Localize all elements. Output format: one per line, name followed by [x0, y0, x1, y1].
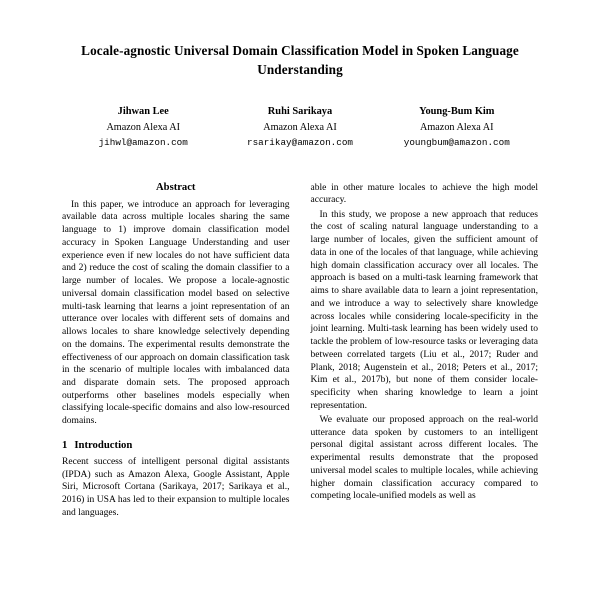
author-list [62, 105, 538, 149]
left-column [62, 182, 290, 520]
page-title: Locale-agnostic Universal Domain Classification Model in Spoken Language Understanding [81, 43, 519, 77]
introduction-paragraph: Recent success of intelligent personal digital assistants (IPDA) such as Amazon Alexa, Google Assistant, Apple Siri, Microsoft Cortana (Sarikaya, 2017; Sarikaya et al., 2016) in USA has led to their expansion to multiple locales and languages. [62, 455, 290, 518]
body-paragraph: able in other mature locales to achieve the high model accuracy. [310, 181, 538, 206]
author-email: youngbum@amazon.com [403, 136, 510, 148]
author-affiliation: Amazon Alexa AI [106, 121, 180, 133]
author-email: rsarikay@amazon.com [246, 136, 353, 148]
abstract-text: In this paper, we introduce an approach for leveraging available data across multiple locales sharing the same language to 1) improve domain classification model accuracy in Spoken Language Understanding and user experience even if new locales do not have sufficient data and 2) reduce the cost of scaling the domain classifier to a large number of locales. We propose a locale-agnostic universal domain classification model based on selective multi-task learning that learns a joint representation of an utterance over locales with different sets of domains and allows locales to share knowledge selectively depending on the domains. The experimental results demonstrate the effectiveness of our approach on domain classification task in the scenario of multiple locales with imbalanced data and disparate domain sets. The proposed approach outperforms other baselines models especially when classifying locale-specific domains and also low-resourced domains. [62, 198, 290, 427]
body-paragraph: We evaluate our proposed approach on the real-world utterance data spoken by customers to an intelligent personal digital assistant across different locales. The experimental results demonstrate that the proposed universal model scales to multiple locales, while achieving higher domain classification accuracy compared to competing locale-unified models as well as [310, 413, 538, 502]
section-number: 1 [62, 438, 68, 451]
author-email: jihwl@amazon.com [98, 136, 188, 148]
right-column [311, 182, 539, 520]
author-block [223, 105, 377, 149]
introduction-heading [62, 439, 290, 451]
author-affiliation: Amazon Alexa AI [263, 121, 337, 133]
author-block [380, 105, 534, 149]
body-paragraph: In this study, we propose a new approach that reduces the cost of scaling natural language understanding to a large number of locales, given the sufficient amount of data in one of the locales of that language, while achieving high domain classification accuracy over all locales. The approach is based on a multi-task learning framework that aims to share available data to learn a joint representation, and we introduce a way to selectively share knowledge across locales while considering locale-specificity in the joint learning. Multi-task learning has been widely used to tackle the problem of low-resource tasks or leveraging data between correlated targets (Liu et al., 2017; Ruder and Plank, 2018; Augenstein et al., 2018; Peters et al., 2017; Kim et al., 2017b), but none of them consider locale-specificity when sharing knowledge to learn a joint representation. [310, 208, 538, 411]
author-affiliation: Amazon Alexa AI [420, 121, 494, 133]
section-title: Introduction [74, 438, 133, 451]
author-name: Jihwan Lee [117, 106, 169, 118]
author-name: Young-Bum Kim [419, 106, 495, 118]
body-columns [62, 182, 538, 520]
abstract-heading: Abstract [156, 181, 196, 193]
author-name: Ruhi Sarikaya [267, 106, 333, 118]
author-block [66, 105, 220, 149]
